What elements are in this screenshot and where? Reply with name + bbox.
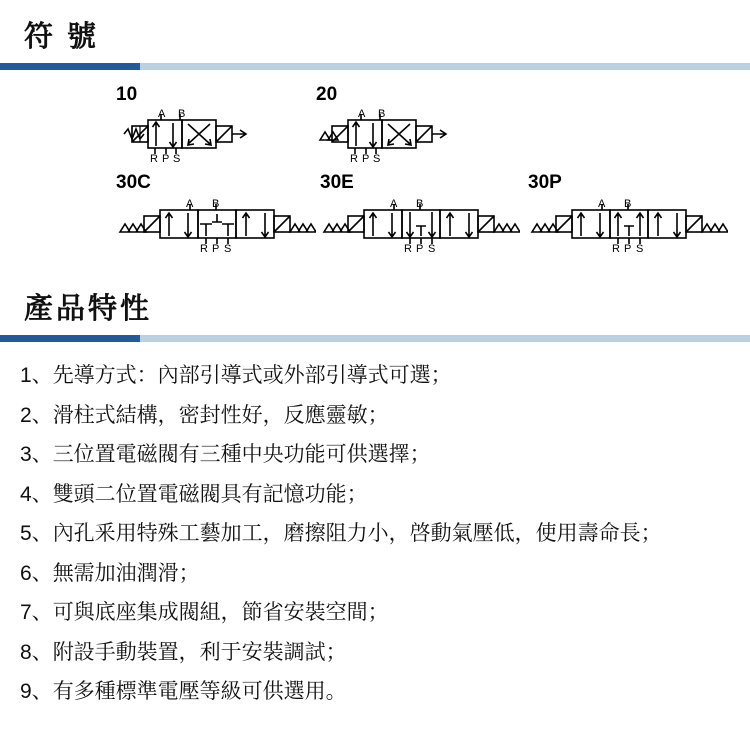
svg-text:A: A: [186, 198, 194, 210]
svg-text:P: P: [212, 243, 220, 254]
list-item: [20, 360, 732, 393]
symbol-svg-10: [116, 108, 258, 164]
svg-text:R: R: [150, 153, 158, 164]
svg-text:P: P: [624, 243, 632, 254]
list-item-number: 9、: [20, 680, 53, 704]
list-item-text: 先導方式：內部引導式或外部引導式可選；: [52, 364, 452, 387]
symbol-label-30e: 30E: [320, 172, 354, 193]
list-item: [20, 597, 732, 630]
symbols-section-divider: [0, 63, 750, 70]
features-section-title: 產品特性: [24, 293, 153, 325]
svg-text:S: S: [373, 153, 381, 164]
list-item-text: 三位置電磁閥有三種中央功能可供選擇；: [52, 443, 431, 467]
list-item-text: 內孔釆用特殊工藝加工，磨擦阻力小，啓動氣壓低，使用壽命長；: [52, 522, 662, 546]
symbol-svg-30e: [320, 196, 520, 254]
svg-text:B: B: [378, 108, 386, 120]
symbol-svg-30p: [528, 196, 728, 254]
symbols-section-header: [0, 0, 750, 70]
list-item-number: 8、: [20, 640, 53, 664]
svg-text:P: P: [362, 153, 370, 164]
list-item-number: 5、: [20, 522, 53, 546]
symbols-section-title: 符 號: [24, 21, 100, 53]
symbol-label-30c: 30C: [116, 172, 151, 193]
svg-text:B: B: [624, 198, 632, 210]
symbol-svg-30c: [116, 196, 316, 254]
svg-text:A: A: [390, 198, 398, 210]
list-item-number: 1、: [20, 364, 53, 387]
svg-text:R: R: [350, 153, 358, 164]
svg-text:R: R: [612, 243, 620, 254]
symbol-diagram-30c: [116, 172, 316, 254]
list-item: [20, 400, 732, 433]
svg-text:A: A: [158, 108, 166, 120]
list-item-text: 可與底座集成閥組，節省安裝空間；: [52, 601, 389, 625]
symbol-svg-20: [316, 108, 458, 164]
svg-text:R: R: [404, 243, 412, 254]
svg-text:S: S: [224, 243, 232, 254]
list-item-number: 2、: [20, 403, 53, 427]
list-item-text: 無需加油潤滑；: [52, 561, 200, 585]
list-item-number: 7、: [20, 601, 53, 625]
svg-text:B: B: [416, 198, 424, 210]
list-item-text: 有多種標準電壓等級可供選用。: [52, 680, 347, 704]
symbol-label-30p: 30P: [528, 172, 562, 193]
list-item-number: 4、: [20, 482, 53, 506]
svg-text:A: A: [358, 108, 366, 120]
svg-text:R: R: [200, 243, 208, 254]
features-section-divider: [0, 335, 750, 342]
list-item-number: 3、: [20, 443, 53, 467]
list-item-number: 6、: [20, 561, 53, 585]
list-item: [20, 676, 732, 709]
svg-text:P: P: [416, 243, 424, 254]
svg-text:A: A: [598, 198, 606, 210]
svg-text:P: P: [162, 153, 170, 164]
svg-text:B: B: [178, 108, 186, 120]
list-item: [20, 479, 732, 512]
list-item-text: 雙頭二位置電磁閥具有記憶功能；: [52, 482, 368, 506]
svg-text:S: S: [428, 243, 436, 254]
list-item: [20, 637, 732, 670]
symbol-label-20: 20: [316, 84, 338, 105]
features-list: [0, 342, 750, 709]
svg-text:B: B: [212, 198, 220, 210]
list-item: [20, 439, 732, 472]
symbol-diagram-20: [316, 84, 458, 164]
symbol-label-10: 10: [116, 84, 138, 105]
symbol-diagram-30p: [528, 172, 728, 254]
symbol-diagram-10: [116, 84, 258, 164]
list-item-text: 附設手動裝置，利于安裝調試；: [52, 640, 347, 664]
list-item-text: 滑柱式結構，密封性好，反應靈敏；: [52, 403, 389, 427]
symbol-diagram-30e: [320, 172, 520, 254]
svg-text:S: S: [636, 243, 644, 254]
svg-text:S: S: [173, 153, 181, 164]
list-item: [20, 518, 732, 551]
features-section-header: [0, 270, 750, 342]
list-item: [20, 558, 732, 591]
symbols-diagram-area: [0, 70, 750, 270]
